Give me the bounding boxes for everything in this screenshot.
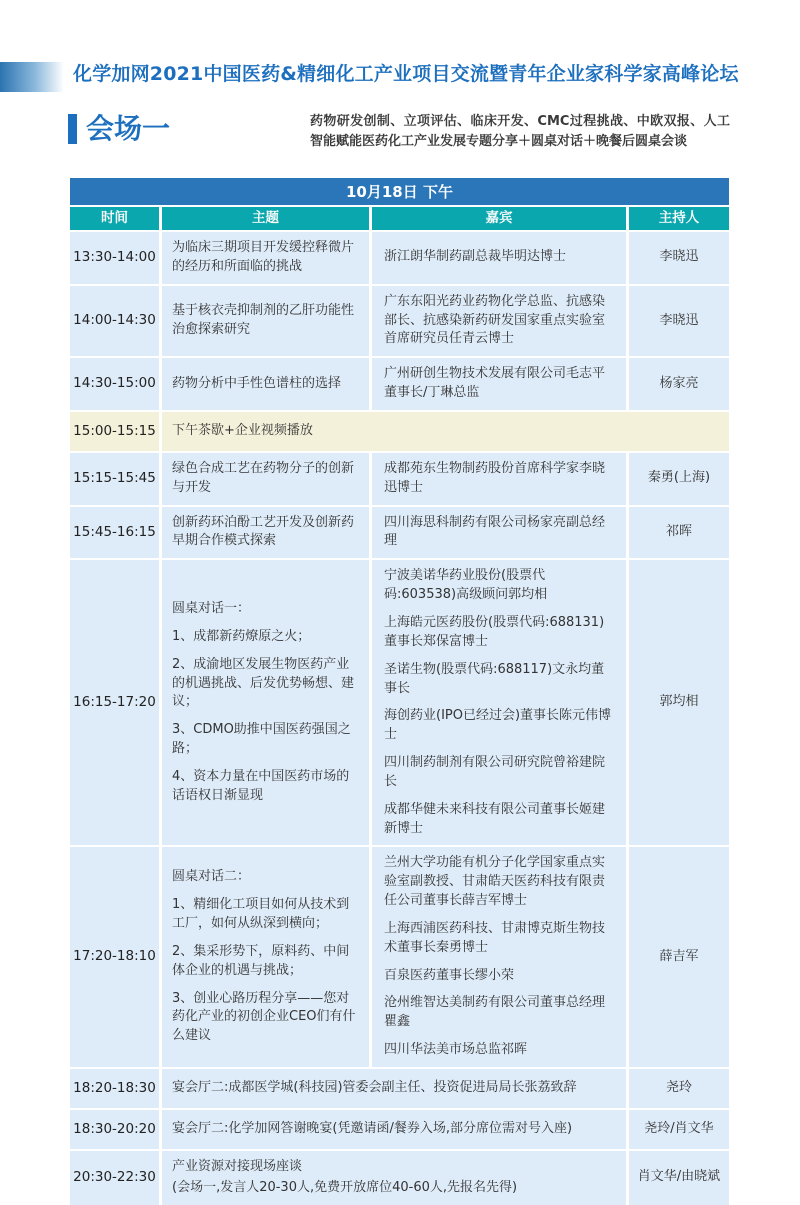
- guest-cell: 宁波美诺华药业股份(股票代码:603538)高级顾问郭均相 上海皓元医药股份(股票代码:688131)董事长郑保富博士 圣诺生物(股票代码:688117)文永均董事长 海创药业(IPO已经过会)董事长陈元伟博士 四川制药制剂有限公司研究院曾裕建院长 成都华健未来科技有限公司董事长姬建新博士: [372, 560, 626, 845]
- host-cell: 薛吉军: [629, 847, 729, 1067]
- merged-content-cell: 宴会厅二:化学加网答谢晚宴(凭邀请函/餐券入场,部分席位需对号入座): [162, 1110, 626, 1149]
- table-row: [70, 1069, 729, 1108]
- host-cell: 李晓迅: [629, 286, 729, 357]
- guest-cell: 四川海思科制药有限公司杨家亮副总经理: [372, 507, 626, 559]
- host-cell: 杨家亮: [629, 358, 729, 410]
- column-header-guest: 嘉宾: [372, 207, 626, 230]
- roundtable-2-row: [70, 847, 729, 1067]
- time-cell: 15:00-15:15: [70, 412, 159, 451]
- table-row: [70, 1110, 729, 1149]
- host-cell: 郭均相: [629, 560, 729, 845]
- time-cell: 14:30-15:00: [70, 358, 159, 410]
- host-cell: 祁晖: [629, 507, 729, 559]
- topic-cell: 创新药环泊酚工艺开发及创新药早期合作模式探索: [162, 507, 369, 559]
- time-cell: 18:20-18:30: [70, 1069, 159, 1108]
- guest-cell: 成都苑东生物制药股份首席科学家李晓迅博士: [372, 453, 626, 505]
- venue-header: [68, 112, 170, 146]
- guest-cell: 广州研创生物技术发展有限公司毛志平董事长/丁琳总监: [372, 358, 626, 410]
- host-cell: 李晓迅: [629, 232, 729, 284]
- host-cell: 尧玲: [629, 1069, 729, 1108]
- topic-cell: 药物分析中手性色谱柱的选择: [162, 358, 369, 410]
- column-header-row: [70, 207, 729, 230]
- venue-description: 药物研发创制、立项评估、临床开发、CMC过程挑战、中欧双报、人工智能赋能医药化工产业发展专题分享＋圆桌对话＋晚餐后圆桌会谈: [310, 114, 730, 150]
- time-cell: 14:00-14:30: [70, 286, 159, 357]
- topic-cell: 基于核衣壳抑制剂的乙肝功能性治愈探索研究: [162, 286, 369, 357]
- host-cell: 秦勇(上海): [629, 453, 729, 505]
- topic-cell: 圆桌对话二： 1、精细化工项目如何从技术到工厂，如何从纵深到横向； 2、集采形势下，原料药、中间体企业的机遇与挑战； 3、创业心路历程分享——您对药化产业的初创企业CEO们有什么建议: [162, 847, 369, 1067]
- host-cell: 尧玲/肖文华: [629, 1110, 729, 1149]
- table-row: [70, 1151, 729, 1205]
- merged-content-cell: 宴会厅二:成都医学城(科技园)管委会副主任、投资促进局局长张荔致辞: [162, 1069, 626, 1108]
- merged-content-cell: 产业资源对接现场座谈 (会场一,发言人20-30人,免费开放席位40-60人,先报名先得): [162, 1151, 626, 1205]
- tea-break-row: [70, 412, 729, 451]
- page-title: 化学加网2021中国医药&精细化工产业项目交流暨青年企业家科学家高峰论坛: [73, 63, 739, 85]
- topic-cell: 圆桌对话一： 1、成都新药燎原之火； 2、成渝地区发展生物医药产业的机遇挑战、后发优势畅想、建议； 3、CDMO助推中国医药强国之路； 4、资本力量在中国医药市场的话语权日渐显现: [162, 560, 369, 845]
- table-row: [70, 232, 729, 284]
- column-header-topic: 主题: [162, 207, 369, 230]
- guest-cell: 浙江朗华制药副总裁毕明达博士: [372, 232, 626, 284]
- time-cell: 15:15-15:45: [70, 453, 159, 505]
- time-cell: 15:45-16:15: [70, 507, 159, 559]
- table-row: [70, 507, 729, 559]
- time-cell: 17:20-18:10: [70, 847, 159, 1067]
- session-header: 10月18日 下午: [70, 178, 729, 205]
- column-header-host: 主持人: [629, 207, 729, 230]
- time-cell: 13:30-14:00: [70, 232, 159, 284]
- venue-section: [68, 112, 730, 152]
- schedule-table: [70, 178, 729, 1205]
- venue-title: 会场一: [86, 112, 171, 145]
- header-gradient-bar: [0, 62, 64, 92]
- table-row: [70, 453, 729, 505]
- host-cell: 肖文华/由晓斌: [629, 1151, 729, 1205]
- topic-cell: 为临床三期项目开发缓控释微片的经历和所面临的挑战: [162, 232, 369, 284]
- guest-cell: 广东东阳光药业药物化学总监、抗感染部长、抗感染新药研发国家重点实验室首席研究员任青云博士: [372, 286, 626, 357]
- time-cell: 20:30-22:30: [70, 1151, 159, 1205]
- table-row: [70, 358, 729, 410]
- time-cell: 16:15-17:20: [70, 560, 159, 845]
- time-cell: 18:30-20:20: [70, 1110, 159, 1149]
- roundtable-1-row: [70, 560, 729, 845]
- venue-accent-bar: [68, 114, 77, 144]
- table-row: [70, 286, 729, 357]
- break-content-cell: 下午茶歇+企业视频播放: [162, 412, 729, 451]
- column-header-time: 时间: [70, 207, 159, 230]
- guest-cell: 兰州大学功能有机分子化学国家重点实验室副教授、甘肃皓天医药科技有限责任公司董事长薛吉军博士 上海西浦医药科技、甘肃博克斯生物技术董事长秦勇博士 百泉医药董事长缪小荣 沧州维智达美制药有限公司董事总经理瞿鑫 四川华法美市场总监祁晖: [372, 847, 626, 1067]
- topic-cell: 绿色合成工艺在药物分子的创新与开发: [162, 453, 369, 505]
